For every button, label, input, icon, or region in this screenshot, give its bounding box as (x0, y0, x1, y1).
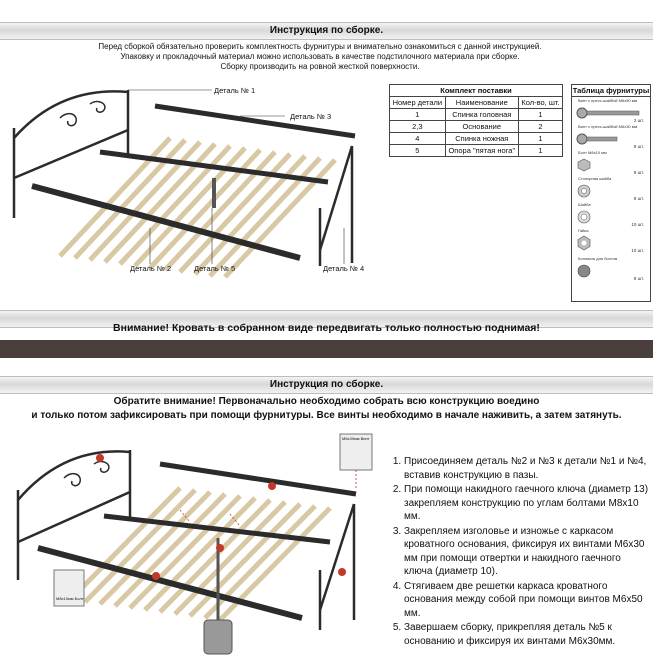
fitting-name: Винт с пресс-шайбой М6х30 мм (578, 124, 638, 129)
fitting-item (574, 151, 648, 175)
section1-title: Инструкция по сборке. (269, 25, 384, 36)
fittings-title: Таблица фурнитуры (572, 86, 650, 95)
kit-col-number: Номер детали (390, 97, 446, 109)
kit-col-qty: Кол-во, шт. (518, 97, 562, 109)
kit-cell: 1 (390, 109, 446, 121)
fitting-qty: 8 шт. (633, 170, 644, 175)
list-item: 2. При помощи накидного гаечного ключа (диаметр 13) закрепляем конструкцию по углам болтами М8х10 мм. (404, 483, 650, 524)
label-detail-3: Деталь № 3 (290, 112, 332, 121)
kit-table-caption: Комплект поставки (389, 84, 563, 96)
kit-cell: 2 (518, 121, 562, 133)
table-row (390, 121, 563, 133)
kit-table (389, 84, 563, 157)
intro-line-2: Упаковку и прокладочный материал можно использовать в качестве подстилочного материала при сборке. (120, 52, 520, 61)
list-item: 3. Закрепляем изголовье и изножье с каркасом кроватного основания, фиксируя их винтами М6х30 мм при помощи отвертки и накидного гаечного ключа (диаметр 10). (404, 525, 650, 579)
fitting-qty: 10 шт. (631, 248, 644, 253)
fitting-name: Гайка (578, 228, 589, 233)
fitting-item (574, 229, 648, 253)
kit-cell: 1 (518, 145, 562, 157)
warning-text: Внимание! Кровать в собранном виде передвигать только полностью поднимая! (113, 322, 540, 334)
table-row (390, 109, 563, 121)
kit-col-name: Наименование (445, 97, 518, 109)
footboard (320, 146, 352, 266)
fitting-qty: 8 шт. (633, 196, 644, 201)
label-detail-5: Деталь № 5 (194, 264, 236, 273)
fitting-name: Стопорная шайба (578, 176, 612, 181)
footboard (320, 504, 354, 630)
fifth-leg-closeup (204, 620, 232, 654)
divider-bar (0, 340, 653, 358)
side-rail-back (155, 106, 355, 136)
fitting-qty: 8 шт. (633, 276, 644, 281)
fitting-item (574, 99, 648, 123)
list-item: 4. Стягиваем две решетки каркаса кроватного основания между собой при помощи винтов М6х50 мм. (404, 580, 650, 621)
intro-line-3: Сборку производить на ровной жесткой поверхности. (220, 62, 420, 71)
inset-top-label: М6х30мм Винт (342, 436, 370, 441)
table-row (390, 145, 563, 157)
label-detail-4: Деталь № 4 (323, 264, 365, 273)
kit-cell: 5 (390, 145, 446, 157)
kit-cell: Спинка головная (445, 109, 518, 121)
assembly-steps (388, 455, 650, 649)
kit-cell: 4 (390, 133, 446, 145)
section1-intro (40, 42, 600, 72)
table-row (390, 133, 563, 145)
label-detail-2: Деталь № 2 (130, 264, 172, 273)
inset-left-label: М8х10мм Болт (56, 596, 84, 601)
fitting-qty: 2 шт. (633, 118, 644, 123)
kit-table-header (390, 97, 563, 109)
fitting-name: Шайба (578, 202, 591, 207)
kit-cell: Основание (445, 121, 518, 133)
intro2-line-2: и только потом зафиксировать при помощи фурнитуры. Все винты необходимо в начале наживить, а затем затянуть. (31, 410, 622, 421)
fitting-item (574, 203, 648, 227)
kit-cell: 2,3 (390, 121, 446, 133)
kit-cell: 1 (518, 133, 562, 145)
fitting-qty: 8 шт. (633, 144, 644, 149)
kit-cell: Спинка ножная (445, 133, 518, 145)
slats (70, 488, 330, 620)
fitting-name: Болт М8х10 мм (578, 150, 607, 155)
side-rail-back (160, 464, 356, 494)
label-detail-1: Деталь № 1 (214, 86, 256, 95)
intro2-line-1: Обратите внимание! Первоначально необходимо собрать всю конструкцию воедино (113, 396, 540, 407)
kit-cell: Опора "пятая нога" (445, 145, 518, 157)
list-item: 5. Завершаем сборку, прикрепляя деталь №5 к основанию и фиксируя их винтами М6х30мм. (404, 621, 650, 648)
list-item: 1. Присоединяем деталь №2 и №3 к детали №1 и №4, вставив конструкцию в пазы. (404, 455, 650, 482)
fitting-name: Колпачок для болтов (578, 256, 618, 261)
bed-exploded-diagram (0, 78, 385, 278)
intro-line-1: Перед сборкой обязательно проверить комплектность фурнитуры и внимательно ознакомиться с данной инструкцией. (98, 42, 542, 51)
fitting-item (574, 125, 648, 149)
section2-title: Инструкция по сборке. (269, 379, 384, 390)
kit-cell: 1 (518, 109, 562, 121)
fitting-qty: 10 шт. (631, 222, 644, 227)
bed-assembled-diagram (0, 430, 385, 662)
section2-intro (20, 395, 633, 423)
fitting-item (574, 257, 648, 281)
fittings-table (571, 84, 651, 302)
fitting-item (574, 177, 648, 201)
fitting-name: Винт с пресс-шайбой М6х50 мм (578, 98, 638, 103)
